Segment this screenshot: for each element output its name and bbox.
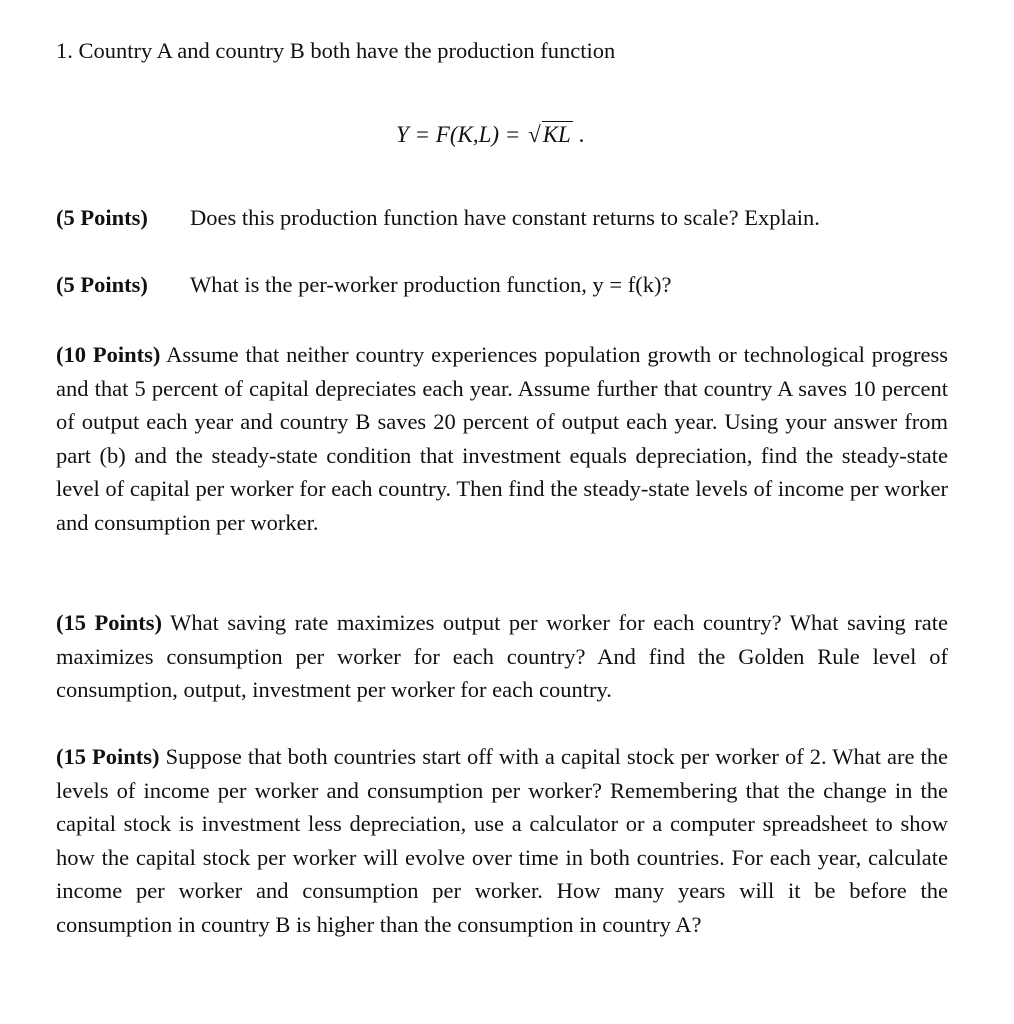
question-d-points: (15 Points) [56, 610, 163, 635]
radical-sign: √ [528, 122, 541, 147]
question-a-points: (5 Points) [56, 205, 148, 230]
question-a [56, 205, 820, 231]
question-e [56, 740, 948, 942]
question-c-points: (10 Points) [56, 342, 161, 367]
formula-lhs: Y = F(K,L) = [396, 122, 521, 147]
production-function-formula [396, 122, 584, 148]
question-b-points: (5 Points) [56, 272, 148, 297]
question-b-text: What is the per-worker production function, y = f(k)? [190, 272, 672, 297]
question-a-text: Does this production function have constant returns to scale? Explain. [190, 205, 820, 230]
radicand: KL [542, 122, 571, 147]
problem-intro: 1. Country A and country B both have the production function [56, 38, 616, 63]
question-c [56, 338, 948, 540]
question-e-text: Suppose that both countries start off with a capital stock per worker of 2. What are the levels of income per worker and consumption per worker? Remembering that the change in the capital stock is investment less depreciation, use a calculator or a computer spreadsheet to show how the capital stock per worker will evolve over time in both countries. For each year, calculate income per worker and consumption per worker. How many years will it be before the consumption in country B is higher than the consumption in country A? [56, 744, 948, 937]
square-root [526, 122, 573, 148]
question-d [56, 606, 948, 707]
question-d-text: What saving rate maximizes output per worker for each country? What saving rate maximizes consumption per worker for each country? And find the Golden Rule level of consumption, output, investment per worker for each country. [56, 610, 949, 703]
question-b [56, 272, 671, 298]
formula-end: . [572, 122, 585, 147]
question-c-text: Assume that neither country experiences population growth or technological progress and that 5 percent of capital depreciates each year. Assume further that country A saves 10 percent of output each year and country B saves 20 percent of output each year. Using your answer from part (b) and the steady-state condition that investment equals depreciation, find the steady-state level of capital per worker for each country. Then find the steady-state levels of income per worker and consumption per worker. [56, 342, 949, 535]
question-e-points: (15 Points) [56, 744, 160, 769]
